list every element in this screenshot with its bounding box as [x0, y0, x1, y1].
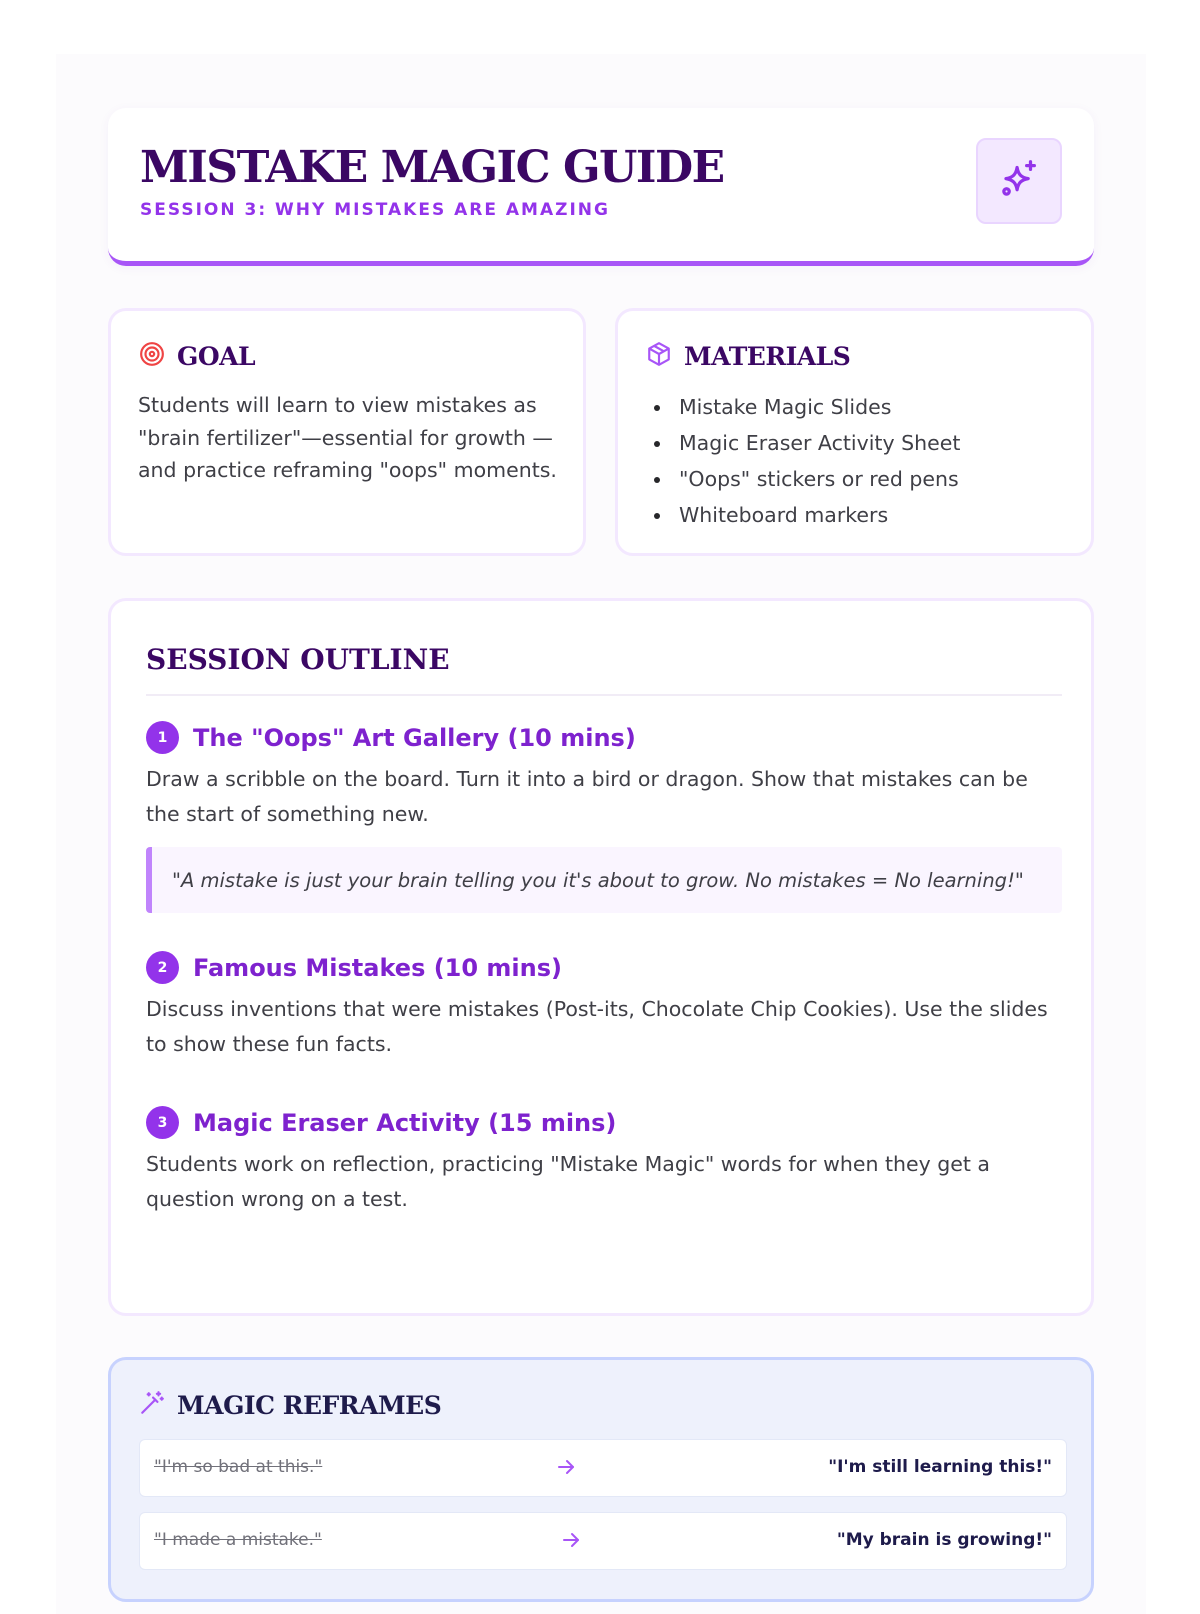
- arrow-right-icon: [559, 1528, 583, 1556]
- materials-heading-label: MATERIALS: [684, 341, 851, 371]
- materials-heading: [646, 341, 850, 371]
- reframes-heading-label: MAGIC REFRAMES: [177, 1390, 442, 1420]
- step-1-header: [146, 721, 636, 754]
- reframes-heading: [139, 1390, 441, 1420]
- reframe-old-phrase: "I'm so bad at this.": [154, 1457, 323, 1477]
- sparkles-icon: [996, 156, 1042, 206]
- materials-card: [615, 308, 1094, 556]
- box-icon: [646, 341, 672, 371]
- step-description: Draw a scribble on the board. Turn it into a bird or dragon. Show that mistakes can be the start of something new.: [146, 767, 1028, 826]
- goal-heading-label: GOAL: [177, 341, 256, 371]
- quote-callout: "A mistake is just your brain telling you it's about to grow. No mistakes = No learning!": [146, 847, 1062, 913]
- reframe-row: [139, 1512, 1067, 1570]
- outline-title: SESSION OUTLINE: [146, 643, 450, 676]
- reframe-new-phrase: "I'm still learning this!": [828, 1457, 1052, 1477]
- step-number-badge: 1: [146, 721, 179, 754]
- step-number-badge: 3: [146, 1106, 179, 1139]
- materials-item: Mistake Magic Slides: [652, 389, 960, 425]
- page-subtitle: SESSION 3: WHY MISTAKES ARE AMAZING: [140, 200, 610, 220]
- goal-heading: [139, 341, 255, 371]
- materials-item: Whiteboard markers: [652, 497, 960, 533]
- materials-item: "Oops" stickers or red pens: [652, 461, 960, 497]
- outline-divider: [146, 694, 1062, 696]
- step-description: Students work on reflection, practicing "Mistake Magic" words for when they get a question wrong on a test.: [146, 1152, 990, 1211]
- step-number-badge: 2: [146, 951, 179, 984]
- goal-card: [108, 308, 586, 556]
- magic-reframes-card: [108, 1357, 1094, 1602]
- page-title: MISTAKE MAGIC GUIDE: [140, 142, 724, 193]
- step-3-header: [146, 1106, 616, 1139]
- step-title: Magic Eraser Activity (15 mins): [193, 1108, 617, 1137]
- step-title: The "Oops" Art Gallery (10 mins): [193, 723, 636, 752]
- step-title: Famous Mistakes (10 mins): [193, 953, 562, 982]
- session-outline-card: [108, 598, 1094, 1316]
- target-icon: [139, 341, 165, 371]
- materials-item: Magic Eraser Activity Sheet: [652, 425, 960, 461]
- goal-text: Students will learn to view mistakes as "brain fertilizer"—essential for growth —and practice reframing "oops" moments.: [138, 393, 557, 482]
- sparkles-badge: [976, 138, 1062, 224]
- reframe-old-phrase: "I made a mistake.": [154, 1530, 322, 1550]
- materials-list: [652, 389, 960, 533]
- step-2-header: [146, 951, 562, 984]
- step-description: Discuss inventions that were mistakes (Post-its, Chocolate Chip Cookies). Use the slides to show these fun facts.: [146, 997, 1048, 1056]
- reframe-new-phrase: "My brain is growing!": [836, 1530, 1052, 1550]
- magic-wand-icon: [139, 1390, 165, 1420]
- arrow-right-icon: [554, 1455, 578, 1483]
- reframe-row: [139, 1439, 1067, 1497]
- guide-header: [108, 108, 1094, 266]
